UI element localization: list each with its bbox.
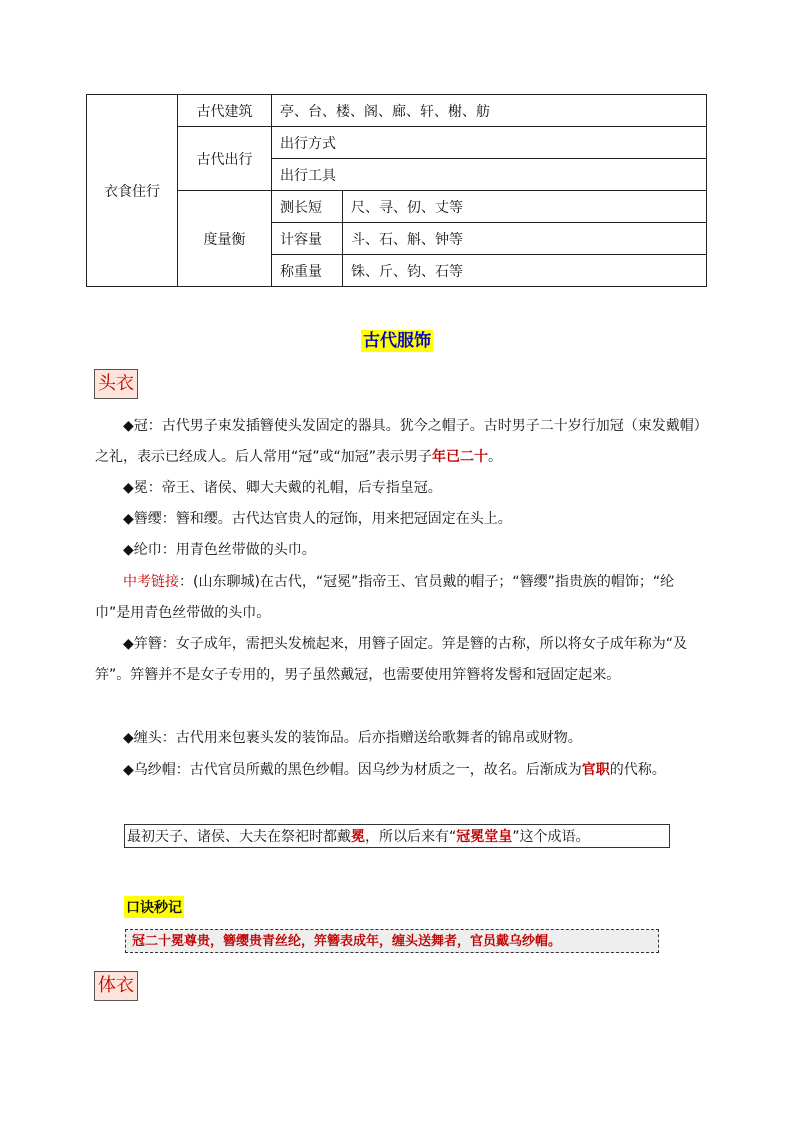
para-guan (95, 411, 705, 473)
idiom-text-e: ”这个成语。 (512, 829, 590, 845)
head-wear-tag: 头衣 (94, 369, 138, 399)
table-cell: 称重量 (272, 255, 343, 287)
para-guan-text: ◆冠：古代男子束发插簪使头发固定的器具。犹今之帽子。古时男子二十岁行加冠（束发戴帽）之礼，表示已经成人。后人常用“冠”或“加冠”表示男子 (95, 418, 701, 465)
idiom-text-c: ，所以后来有“ (365, 829, 457, 845)
para-chantou: ◆缠头：古代用来包裹头发的装饰品。后亦指赠送给歌舞者的锦帛或财物。 (123, 730, 582, 746)
table-cell: 尺、寻、仞、丈等 (343, 191, 707, 223)
para-lunjin: ◆纶巾：用青色丝带做的头巾。 (123, 542, 316, 558)
idiom-box (124, 824, 670, 848)
para-wusha-end: 的代称。 (609, 762, 666, 778)
table-cell: 出行方式 (272, 127, 707, 159)
table-row-label: 度量衡 (178, 191, 272, 287)
mnemonic-title: 口诀秒记 (124, 896, 184, 918)
idiom-text-a: 最初天子、诸侯、大夫在祭祀时都戴 (127, 829, 351, 845)
table-cell: 亭、台、楼、阁、廊、轩、榭、舫 (272, 95, 707, 127)
table-row-label: 古代出行 (178, 127, 272, 191)
idiom-highlight-idiom: 冠冕堂皇 (456, 829, 513, 845)
para-wusha (95, 755, 705, 786)
table-group-cell: 衣食住行 (87, 95, 178, 287)
table-cell: 测长短 (272, 191, 343, 223)
para-wusha-text: ◆乌纱帽：古代官员所戴的黑色纱帽。因乌纱为材质之一，故名。后渐成为 (123, 762, 582, 778)
table-cell: 出行工具 (272, 159, 707, 191)
exam-link-text: ：(山东聊城)在古代，“冠冕”指帝王、官员戴的帽子；“簪缨”指贵族的帽饰；“纶巾”是用青色丝带做的头巾。 (95, 574, 675, 621)
table-cell: 铢、斤、钧、石等 (343, 255, 707, 287)
exam-link-label: 中考链接 (123, 574, 179, 590)
body-wear-tag: 体衣 (94, 971, 138, 1001)
idiom-highlight-mian: 冕 (351, 829, 365, 845)
para-zanying: ◆簪缨：簪和缨。古代达官贵人的冠饰，用来把冠固定在头上。 (123, 511, 512, 527)
section-title-wrap (0, 326, 794, 351)
para-wusha-highlight: 官职 (581, 762, 610, 778)
info-table (86, 94, 707, 287)
table-cell: 计容量 (272, 223, 343, 255)
table-cell: 斗、石、斛、钟等 (343, 223, 707, 255)
section-title: 古代服饰 (363, 331, 431, 351)
para-exam-link (95, 567, 705, 629)
para-jizan: ◆笄簪：女子成年，需把头发梳起来，用簪子固定。笄是簪的古称，所以将女子成年称为“及笄”。笄簪并不是女子专用的，男子虽然戴冠，也需要使用笄簪将发髻和冠固定起来。 (95, 636, 688, 683)
para-guan-highlight: 年已二十 (432, 449, 489, 465)
mnemonic-box: 冠二十冕尊贵，簪缨贵青丝纶，笄簪表成年，缠头送舞者，官员戴乌纱帽。 (125, 929, 659, 953)
para-guan-end: 。 (488, 449, 503, 465)
para-mian: ◆冕：帝王、诸侯、卿大夫戴的礼帽，后专指皇冠。 (123, 480, 442, 496)
table-row-label: 古代建筑 (178, 95, 272, 127)
